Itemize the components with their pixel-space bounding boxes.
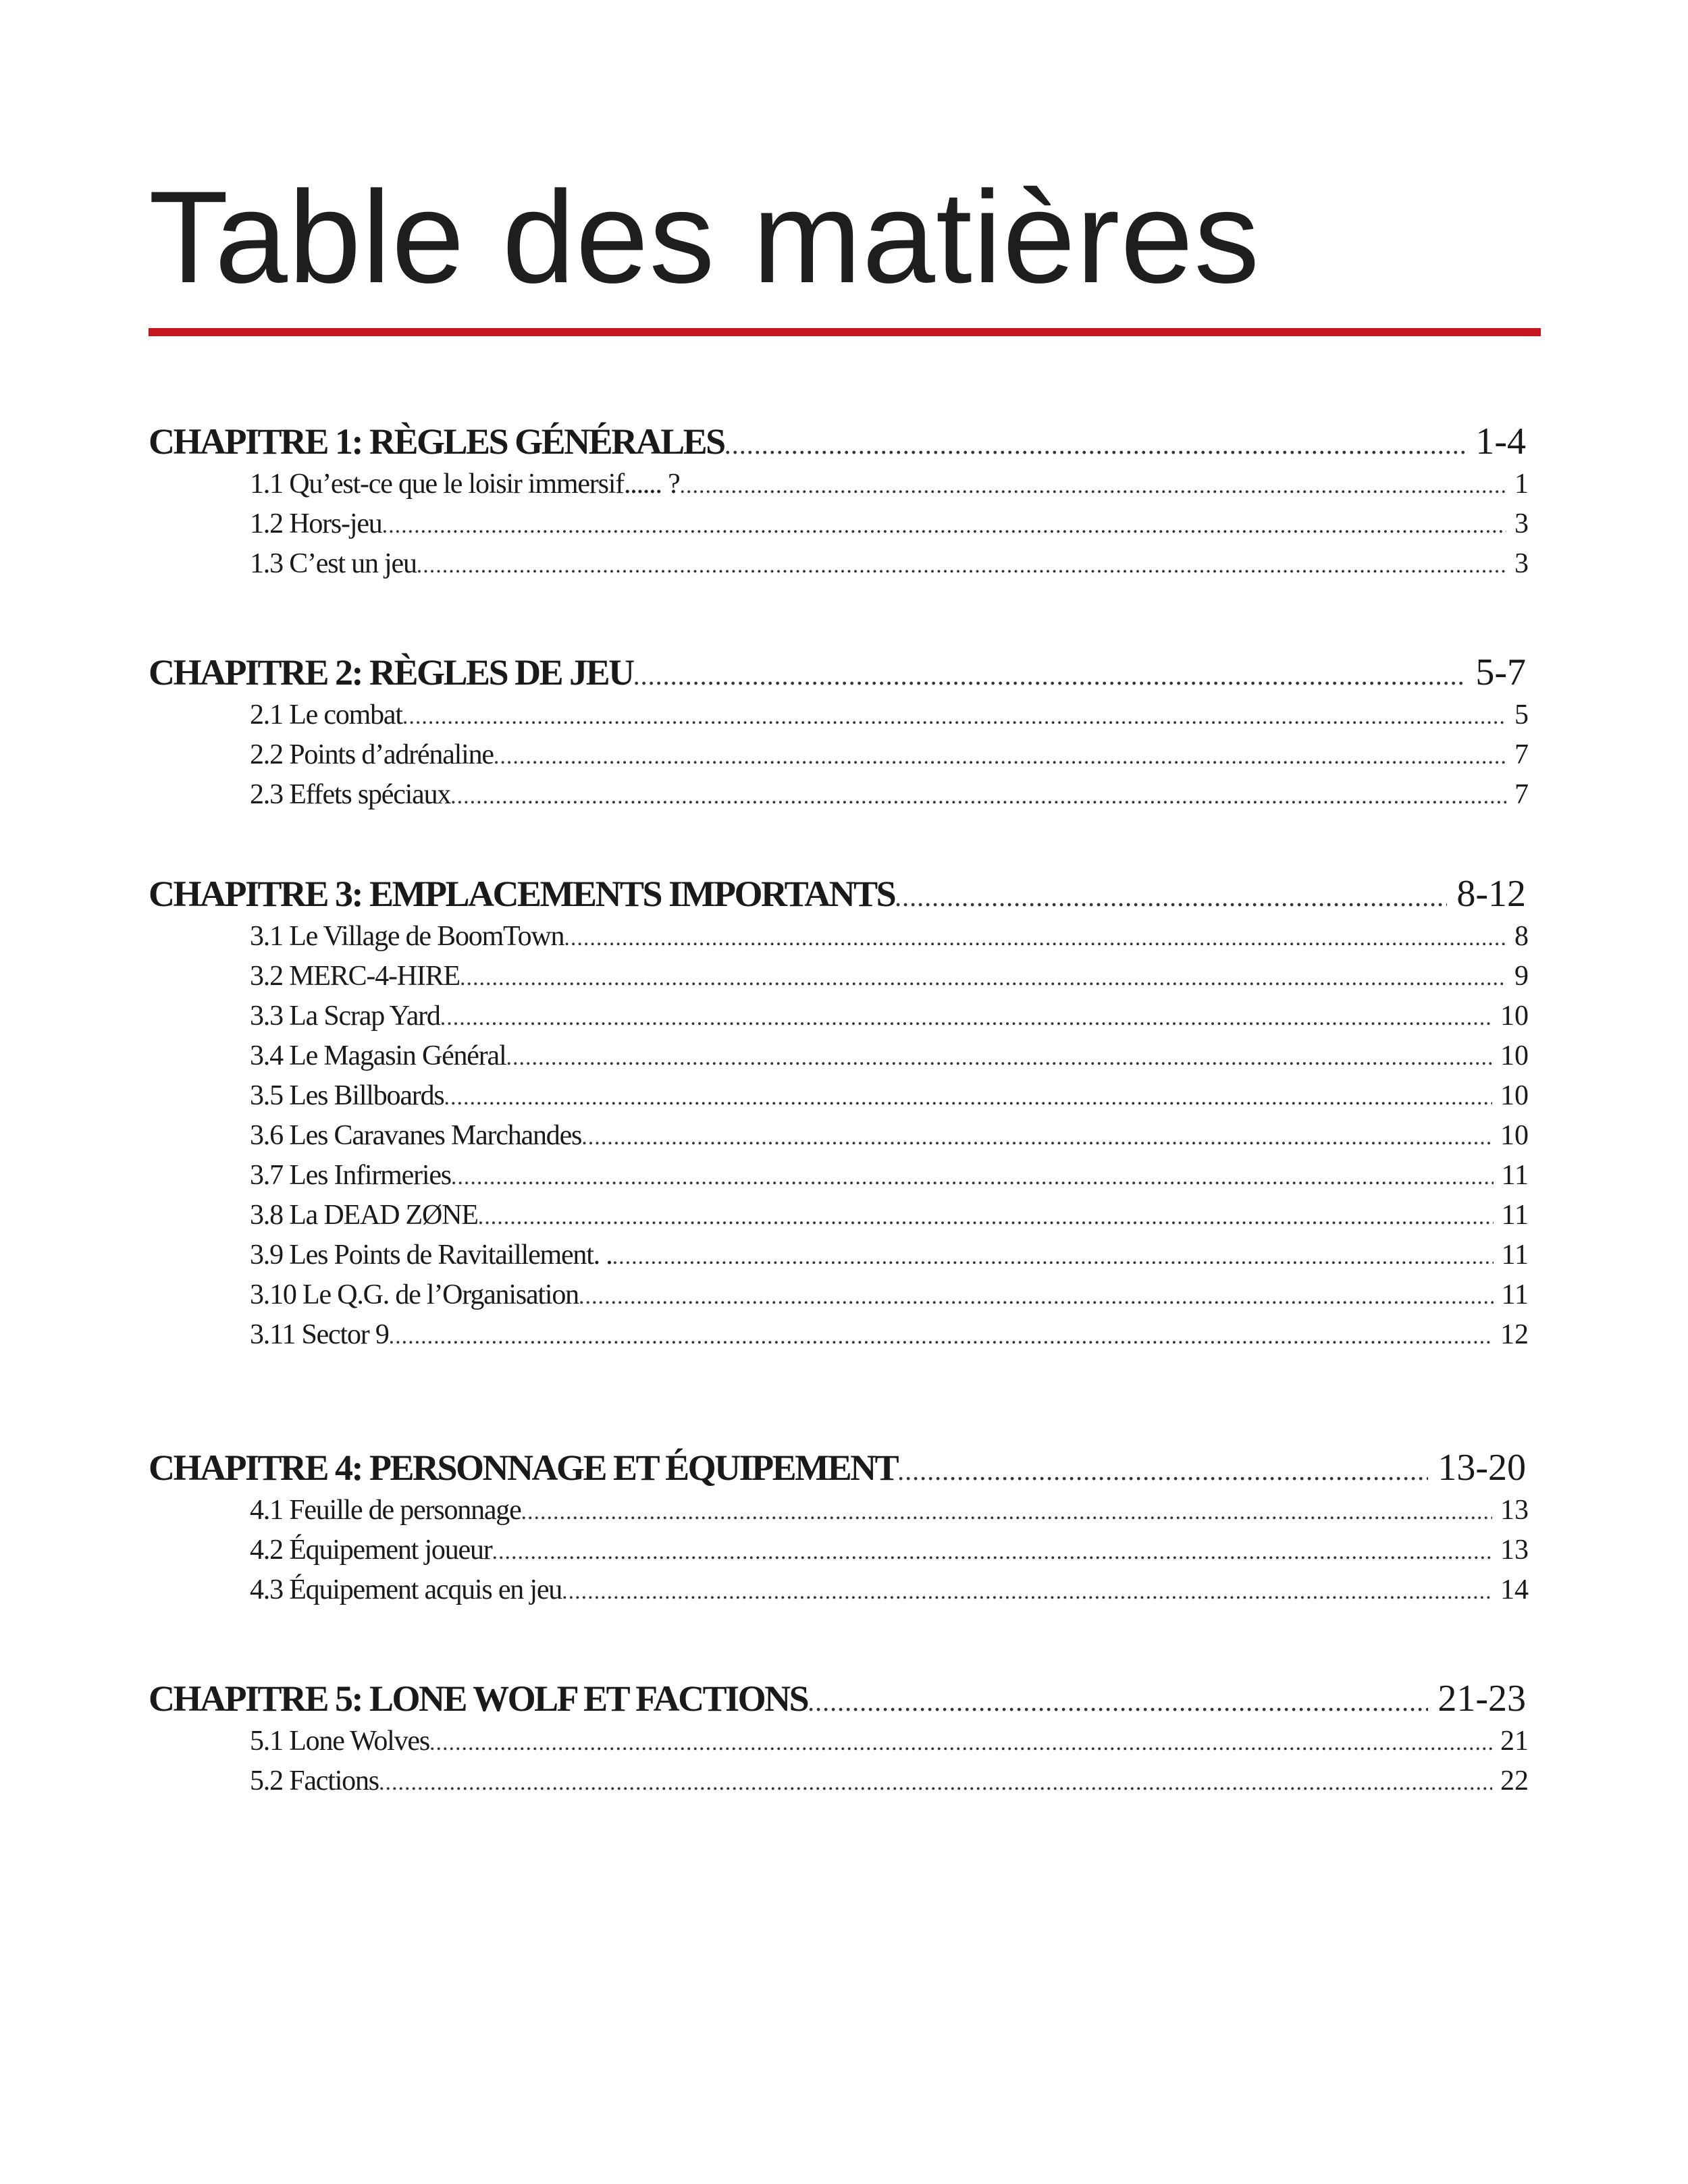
toc-entry[interactable] [149,1761,1533,1801]
section-page: 10 [1500,1080,1529,1111]
section-title: 3.2 MERC-4-HIRE [250,961,460,992]
toc-entry[interactable] [149,1116,1533,1156]
section-title: 3.5 Les Billboards [250,1080,444,1111]
dot-leader [562,1572,1492,1610]
section-title: 3.3 La Scrap Yard [250,1001,440,1032]
section-page: 9 [1514,961,1529,992]
toc-entry[interactable] [149,996,1533,1036]
toc-entry[interactable] [149,1036,1533,1076]
section-title: 4.2 Équipement joueur [250,1535,492,1566]
dot-leader [402,697,1506,735]
chapter-3 [149,871,1533,1355]
chapter-page-range: 21-23 [1438,1678,1526,1720]
section-page: 11 [1501,1240,1529,1271]
chapter-heading[interactable] [149,1676,1533,1722]
section-page: 10 [1500,1001,1529,1032]
chapter-heading[interactable] [149,1445,1533,1491]
section-title: 1.3 C’est un jeu [250,548,417,579]
section-page: 13 [1500,1535,1529,1566]
toc-entry[interactable] [149,544,1533,584]
section-page: 22 [1500,1765,1529,1796]
dot-leader [521,1492,1492,1530]
section-page: 11 [1501,1160,1529,1191]
dot-leader [581,1117,1492,1156]
toc-entry[interactable] [149,1491,1533,1530]
section-page: 21 [1500,1726,1529,1757]
section-title: 3.1 Le Village de BoomTown [250,921,564,952]
chapter-title: CHAPITRE 5: LONE WOLF ET FACTIONS [149,1678,808,1719]
section-page: 12 [1500,1319,1529,1350]
title-underline [149,328,1541,336]
toc-entry[interactable] [149,1570,1533,1610]
section-title: 4.1 Feuille de personnage [250,1495,521,1526]
dot-leader [440,998,1492,1036]
toc-entry[interactable] [149,1275,1533,1315]
section-title: 2.1 Le combat [250,699,402,730]
chapter-page-range: 5-7 [1475,651,1526,693]
toc-entry[interactable] [149,1196,1533,1235]
dot-leader [724,422,1467,464]
section-title: 3.8 La DEAD ZØNE [250,1200,478,1231]
dot-leader [680,466,1506,504]
section-title: 2.3 Effets spéciaux [250,779,451,810]
toc-entry[interactable] [149,464,1533,504]
section-page: 14 [1500,1574,1529,1605]
section-page: 3 [1514,548,1529,579]
section-title: 3.4 Le Magasin Général [250,1040,506,1071]
chapter-heading[interactable] [149,871,1533,917]
toc-entry[interactable] [149,1235,1533,1275]
dot-leader [429,1723,1492,1761]
toc-entry[interactable] [149,1722,1533,1761]
dot-leader [379,1763,1492,1801]
section-title: 3.6 Les Caravanes Marchandes [250,1120,582,1151]
chapter-4 [149,1445,1533,1610]
chapter-5 [149,1676,1533,1801]
chapter-page-range: 8-12 [1456,873,1526,915]
dot-leader [633,653,1467,695]
chapter-title: CHAPITRE 4: PERSONNAGE ET ÉQUIPEMENT [149,1447,898,1488]
dot-leader [506,1038,1492,1076]
dot-leader [494,737,1506,775]
chapter-title: CHAPITRE 1: RÈGLES GÉNÉRALES [149,421,724,462]
section-title: 3.7 Les Infirmeries [250,1160,451,1191]
dot-leader [444,1077,1492,1116]
dot-leader [564,918,1506,957]
section-page: 1 [1514,469,1529,500]
toc-entry[interactable] [149,1076,1533,1116]
section-title: 3.10 Le Q.G. de l’Organisation [250,1279,579,1310]
section-page: 11 [1501,1279,1529,1310]
section-page: 7 [1514,779,1529,810]
dot-leader [478,1197,1494,1235]
dot-leader [382,506,1506,544]
section-page: 3 [1514,508,1529,539]
section-page: 7 [1514,739,1529,770]
chapter-heading[interactable] [149,419,1533,464]
section-page: 13 [1500,1495,1529,1526]
dot-leader [451,1157,1494,1196]
toc-entry[interactable] [149,735,1533,775]
section-page: 5 [1514,699,1529,730]
dot-leader [808,1679,1428,1722]
chapter-title: CHAPITRE 2: RÈGLES DE JEU [149,652,633,693]
dot-leader [895,874,1447,917]
section-page: 8 [1514,921,1529,952]
section-title: 1.2 Hors-jeu [250,508,382,539]
section-title: 3.11 Sector 9 [250,1319,389,1350]
dot-leader [450,776,1506,815]
chapter-2 [149,649,1533,815]
chapter-heading[interactable] [149,649,1533,695]
toc-entry[interactable] [149,1156,1533,1196]
toc-entry[interactable] [149,775,1533,815]
section-title: 3.9 Les Points de Ravitaillement. . [250,1240,612,1271]
toc-entry[interactable] [149,1530,1533,1570]
dot-leader [389,1316,1492,1355]
dot-leader [579,1277,1494,1315]
dot-leader [897,1448,1428,1491]
chapter-page-range: 13-20 [1438,1447,1526,1489]
section-page: 10 [1500,1040,1529,1071]
toc-entry[interactable] [149,917,1533,957]
section-page: 10 [1500,1120,1529,1151]
section-title: 5.1 Lone Wolves [250,1726,429,1757]
toc-entry[interactable] [149,695,1533,735]
toc-entry[interactable] [149,1315,1533,1355]
section-title: 2.2 Points d’adrénaline [250,739,494,770]
section-title: 5.2 Factions [250,1765,379,1796]
section-title: 1.1 Qu’est-ce que le loisir immersif...... ? [250,469,680,500]
dot-leader [417,545,1506,584]
chapter-1 [149,419,1533,584]
dot-leader [492,1532,1492,1570]
toc-entry[interactable] [149,504,1533,544]
section-title: 4.3 Équipement acquis en jeu [250,1574,562,1605]
page-title: Table des matières [149,164,1261,311]
chapter-title: CHAPITRE 3: EMPLACEMENTS IMPORTANTS [149,874,895,914]
dot-leader [612,1237,1494,1275]
dot-leader [460,958,1506,996]
section-page: 11 [1501,1200,1529,1231]
chapter-page-range: 1-4 [1475,421,1526,462]
toc-entry[interactable] [149,957,1533,996]
